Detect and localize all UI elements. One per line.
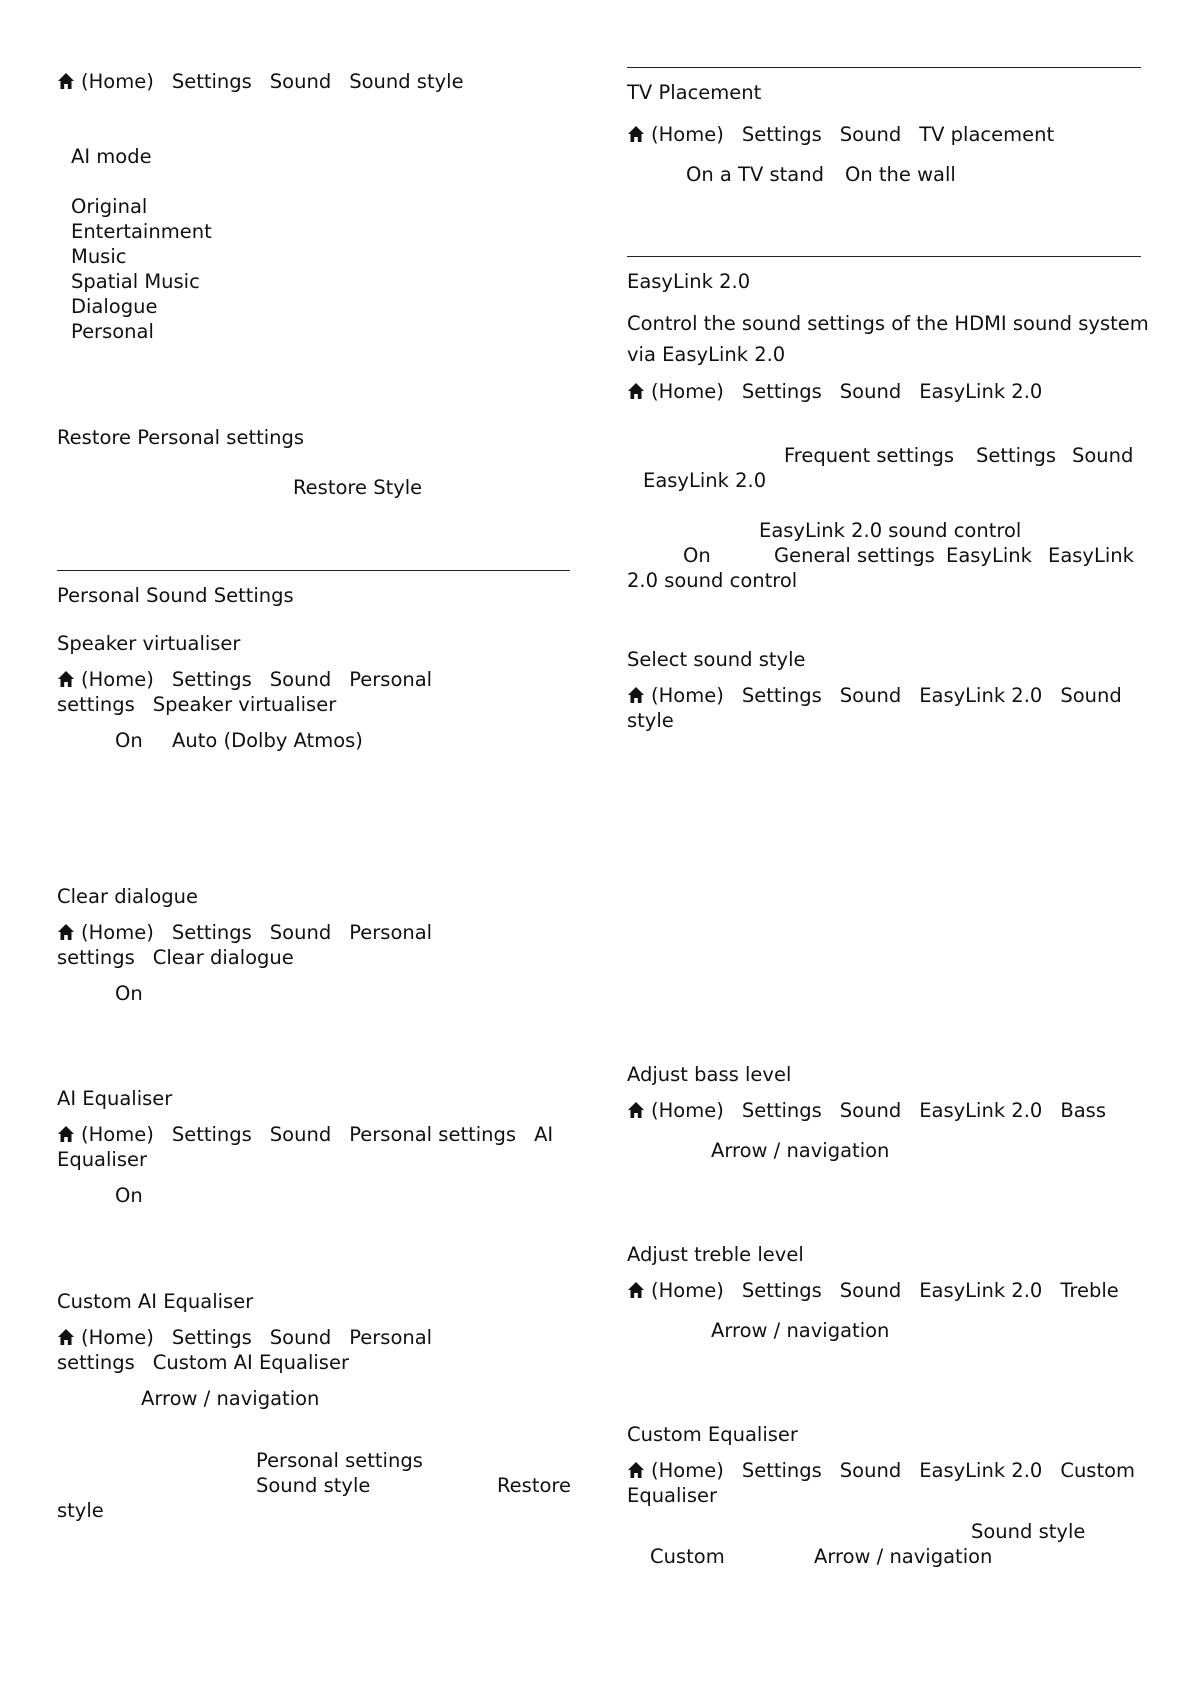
home-label: (Home) [81,921,154,944]
nav-path-custom-ai-equaliser [57,1325,432,1350]
easylink-description-line1: Control the sound settings of the HDMI sound system [627,312,1149,335]
path-equaliser: Equaliser [627,1484,718,1507]
path-clear-dialogue: Clear dialogue [152,946,294,969]
path-sound: Sound [269,70,332,93]
path-settings: Settings [741,380,822,403]
path-easylink: EasyLink 2.0 [919,380,1043,403]
home-label: (Home) [651,1279,724,1302]
path-settings: Settings [171,70,252,93]
easylink-ref-a: EasyLink [946,544,1032,567]
path-personal-settings: Personal settings [349,1123,517,1146]
home-icon [57,923,75,941]
sound-style-ref: Sound style [256,1474,371,1497]
path-sound: Sound [839,380,902,403]
general-settings-ref: General settings [774,544,935,567]
frequent-settings-ref: Frequent settings [784,444,955,467]
path-settings: Settings [171,1123,252,1146]
path-custom: Custom [1060,1459,1136,1482]
path-personal: Personal [349,1326,433,1349]
home-icon [627,1461,645,1479]
path-easylink: EasyLink 2.0 [919,684,1043,707]
nav-path-ai-equaliser [57,1122,553,1147]
section-divider [627,67,1141,68]
restore-ref: Restore [497,1474,571,1497]
nav-path-clear-dialogue [57,920,432,945]
select-sound-style-heading: Select sound style [627,648,806,671]
path-easylink: EasyLink 2.0 [919,1099,1043,1122]
nav-path-custom-ai-equaliser-cont [57,1350,349,1375]
easylink-description-line2: via EasyLink 2.0 [627,343,786,366]
restore-style-option: Restore Style [293,476,423,499]
custom-ref: Custom [650,1545,725,1568]
option-on: On [115,729,143,752]
path-speaker-virtualiser: Speaker virtualiser [152,693,337,716]
path-settings: Settings [741,684,822,707]
nav-path-tv-placement [627,122,1054,147]
path-sound: Sound [269,921,332,944]
path-treble: Treble [1060,1279,1119,1302]
sound-control-tail: 2.0 sound control [627,569,798,592]
path-sound-style: Sound style [349,70,464,93]
path-easylink: EasyLink 2.0 [919,1459,1043,1482]
path-personal: Personal [349,668,433,691]
personal-sound-settings-heading: Personal Sound Settings [57,584,294,607]
adjust-treble-heading: Adjust treble level [627,1243,804,1266]
arrow-navigation-note: Arrow / navigation [711,1139,890,1162]
path-equaliser: Equaliser [57,1148,148,1171]
option-auto-dolby-atmos: Auto (Dolby Atmos) [172,729,363,752]
nav-path-custom-equaliser [627,1458,1135,1483]
path-settings: Settings [741,1099,822,1122]
adjust-bass-heading: Adjust bass level [627,1063,792,1086]
mode-original: Original [71,195,148,218]
path-easylink: EasyLink 2.0 [919,1279,1043,1302]
path-settings: Settings [171,668,252,691]
personal-settings-ref: Personal settings [256,1449,423,1472]
tv-placement-heading: TV Placement [627,81,762,104]
arrow-navigation-note: Arrow / navigation [711,1319,890,1342]
option-on: On [115,1184,143,1207]
home-icon [57,1328,75,1346]
ai-equaliser-heading: AI Equaliser [57,1087,173,1110]
path-sound: Sound [839,1099,902,1122]
path-sound: Sound [1060,684,1122,707]
arrow-navigation-note: Arrow / navigation [141,1387,320,1410]
home-label: (Home) [81,668,154,691]
home-icon [627,382,645,400]
clear-dialogue-heading: Clear dialogue [57,885,199,908]
mode-personal: Personal [71,320,154,343]
easylink-sound-control-ref: EasyLink 2.0 sound control [759,519,1022,542]
home-label: (Home) [651,1459,724,1482]
mode-entertainment: Entertainment [71,220,212,243]
settings-ref: Settings [976,444,1056,467]
home-icon [57,72,75,90]
path-settings-lc: settings [57,946,135,969]
path-settings-lc: settings [57,693,135,716]
path-sound: Sound [839,1459,902,1482]
ai-mode-label: AI mode [71,145,152,168]
path-bass: Bass [1060,1099,1106,1122]
path-sound: Sound [269,1326,332,1349]
path-settings: Settings [741,1459,822,1482]
home-label: (Home) [651,123,724,146]
sound-ref: Sound [1072,444,1134,467]
home-label: (Home) [81,70,154,93]
path-sound: Sound [269,1123,332,1146]
nav-path-easylink [627,379,1042,404]
path-settings: Settings [171,921,252,944]
option-on: On [683,544,711,567]
home-icon [627,125,645,143]
easylink-ref: EasyLink 2.0 [643,469,767,492]
path-sound: Sound [269,668,332,691]
home-icon [627,686,645,704]
home-icon [627,1101,645,1119]
mode-dialogue: Dialogue [71,295,158,318]
home-icon [627,1281,645,1299]
home-icon [57,670,75,688]
home-label: (Home) [81,1123,154,1146]
path-ai: AI [534,1123,554,1146]
option-on-the-wall: On the wall [845,163,956,186]
nav-path-clear-dialogue-cont [57,945,294,970]
custom-ai-equaliser-heading: Custom AI Equaliser [57,1290,254,1313]
speaker-virtualiser-heading: Speaker virtualiser [57,632,241,655]
path-settings: Settings [741,123,822,146]
nav-path-treble [627,1278,1119,1303]
sound-style-ref: Sound style [971,1520,1086,1543]
path-settings-lc: settings [57,1351,135,1374]
easylink-ref-b: EasyLink [1048,544,1134,567]
path-sound: Sound [839,684,902,707]
home-label: (Home) [651,684,724,707]
path-sound: Sound [839,1279,902,1302]
nav-path-sound-style [57,69,464,94]
home-label: (Home) [651,1099,724,1122]
path-style: style [627,709,674,732]
section-divider [57,570,570,571]
arrow-navigation-note: Arrow / navigation [814,1545,993,1568]
home-icon [57,1125,75,1143]
nav-path-speaker-virtualiser [57,667,432,692]
home-label: (Home) [651,380,724,403]
path-custom-ai-equaliser: Custom AI Equaliser [152,1351,349,1374]
option-on: On [115,982,143,1005]
nav-path-select-sound-style [627,683,1122,708]
mode-music: Music [71,245,127,268]
path-tv-placement: TV placement [919,123,1055,146]
section-divider [627,256,1141,257]
style-ref: style [57,1499,104,1522]
path-sound: Sound [839,123,902,146]
nav-path-bass [627,1098,1106,1123]
custom-equaliser-heading: Custom Equaliser [627,1423,798,1446]
easylink-heading: EasyLink 2.0 [627,270,751,293]
home-label: (Home) [81,1326,154,1349]
path-settings: Settings [171,1326,252,1349]
path-settings: Settings [741,1279,822,1302]
path-personal: Personal [349,921,433,944]
restore-personal-settings-heading: Restore Personal settings [57,426,305,449]
mode-spatial-music: Spatial Music [71,270,200,293]
nav-path-speaker-virtualiser-cont [57,692,336,717]
option-on-tv-stand: On a TV stand [686,163,824,186]
